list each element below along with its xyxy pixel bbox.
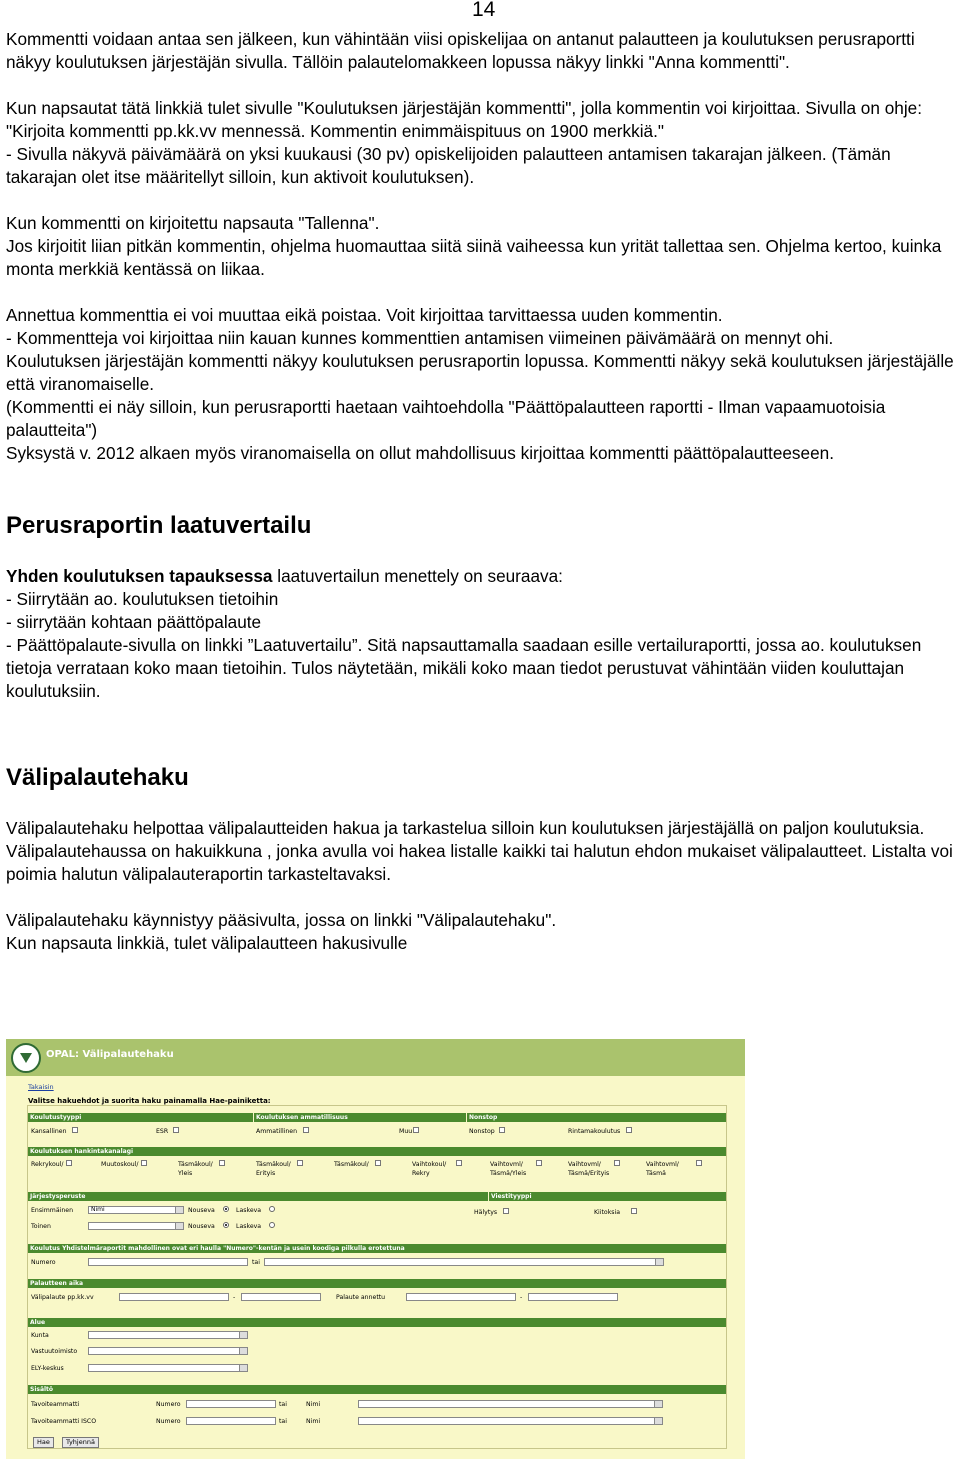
radio-nouseva-1[interactable] xyxy=(223,1206,229,1212)
group-header-sisalto: Sisältö xyxy=(28,1385,726,1394)
input-isco-numero[interactable] xyxy=(186,1417,276,1425)
label-ammatillinen: Ammatillinen xyxy=(256,1128,298,1135)
group-header-nonstop: Nonstop xyxy=(467,1113,726,1122)
select-vastuutoimisto[interactable] xyxy=(88,1347,248,1355)
checkbox-rekry[interactable] xyxy=(66,1160,72,1166)
paragraph: Jos kirjoitit liian pitkän kommentin, ohjelma huomauttaa siitä siinä vaiheessa kun yrität tallettaa sen. Ohjelma kertoo, kuinka monta merkkiä kentässä on liikaa. xyxy=(6,236,942,279)
radio-laskeva-2[interactable] xyxy=(269,1222,275,1228)
label-vaihto-erityis: Vaihtovml/ xyxy=(568,1161,601,1168)
group-header-alue: Alue xyxy=(28,1318,726,1327)
section-heading: Perusraportin laatuvertailu xyxy=(6,512,312,539)
label-palaute-annettu: Palaute annettu xyxy=(336,1294,386,1301)
checkbox-vaihto-tasma[interactable] xyxy=(696,1160,702,1166)
label-vaihto-tasma-b: Täsmä xyxy=(646,1170,666,1177)
label-vaihto-tasma: Vaihtovml/ xyxy=(646,1161,679,1168)
label-esr: ESR xyxy=(156,1128,169,1135)
opal-screenshot xyxy=(6,1039,745,1459)
select-kunta[interactable] xyxy=(88,1331,248,1339)
label-tai: tai xyxy=(252,1259,260,1266)
checkbox-muu[interactable] xyxy=(413,1127,419,1133)
checkbox-vaihto-rekry[interactable] xyxy=(456,1160,462,1166)
label-ely: ELY-keskus xyxy=(31,1365,64,1372)
label-nonstop: Nonstop xyxy=(469,1128,495,1135)
paragraph: Välipalautehaku helpottaa välipalautteiden hakua ja tarkastelua silloin kun koulutuksen järjestäjällä on paljon koulutuksia. Välipalautehaussa on hakuikkuna , jonka avulla voi hakea listalle kaikki tai halutun ehdon mukaiset välipalautteet. Listalta voi poimia halutun välipalauteraportin tarkasteltavaksi. xyxy=(6,818,953,884)
paragraph: Kommentti voidaan antaa sen jälkeen, kun vähintään viisi opiskelijaa on antanut palautteen ja koulutuksen perusraportti näkyy koulutuksen järjestäjän sivulla. Tällöin palautelomakkeen lopussa näkyy linkki "Anna kommentti". xyxy=(6,29,915,72)
opal-title: OPAL: Välipalautehaku xyxy=(46,1049,174,1060)
paragraph: Koulutuksen järjestäjän kommentti näkyy koulutuksen perusraportin lopussa. Kommentti näkyy sekä koulutuksen järjestäjälle että viranomaiselle. xyxy=(6,351,954,394)
paragraph: Syksystä v. 2012 alkaen myös viranomaisella on ollut mahdollisuus kirjoittaa kommentti päättöpalautteeseen. xyxy=(6,443,834,463)
label-rekry: Rekrykoul/ xyxy=(31,1161,64,1168)
paragraph: Välipalautehaku käynnistyy pääsivulta, jossa on linkki "Välipalautehaku". xyxy=(6,910,557,930)
label-tasma-erityis: Täsmäkoul/ xyxy=(256,1161,291,1168)
input-given-start[interactable] xyxy=(406,1293,516,1301)
label-kiitoksia: Kiitoksia xyxy=(594,1209,621,1216)
group-header-koulutustyyppi: Koulutustyyppi xyxy=(28,1113,253,1122)
group-header-ammatillisuus: Koulutuksen ammatillisuus xyxy=(254,1113,466,1122)
section-heading: Välipalautehaku xyxy=(6,764,189,791)
label-valipalaute-pvm: Välipalaute pp.kk.vv xyxy=(31,1294,94,1301)
label-rintamakoulutus: Rintamakoulutus xyxy=(568,1128,621,1135)
group-header-aika: Palautteen aika xyxy=(28,1279,726,1288)
label-nimi-isco: Nimi xyxy=(306,1418,321,1425)
checkbox-rintamakoulutus[interactable] xyxy=(626,1127,632,1133)
label-tai-isco: tai xyxy=(279,1418,287,1425)
checkbox-muutos[interactable] xyxy=(141,1160,147,1166)
checkbox-tasma[interactable] xyxy=(375,1160,381,1166)
label-muu: Muu xyxy=(399,1128,413,1135)
label-ensimmainen: Ensimmäinen xyxy=(31,1207,73,1214)
search-form-frame xyxy=(27,1105,727,1449)
label-vaihto-rekry: Vaihtokoul/ xyxy=(412,1161,447,1168)
label-muutos: Muutoskoul/ xyxy=(101,1161,139,1168)
label-vastuutoimisto: Vastuutoimisto xyxy=(31,1348,78,1355)
input-ammatti-numero[interactable] xyxy=(186,1400,276,1408)
label-nimi-ammatti: Nimi xyxy=(306,1401,321,1408)
label-tavoiteammatti: Tavoiteammatti xyxy=(31,1401,80,1408)
label-numero-isco: Numero xyxy=(156,1418,181,1425)
label-numero: Numero xyxy=(31,1259,56,1266)
label-vaihto-yleis: Vaihtovml/ xyxy=(490,1161,523,1168)
select-ely[interactable] xyxy=(88,1364,248,1372)
paragraph: Annettua kommenttia ei voi muuttaa eikä poistaa. Voit kirjoittaa tarvittaessa uuden kommentin. xyxy=(6,305,723,325)
group-header-jarjestys: Järjestysperuste xyxy=(28,1192,488,1201)
page-number: 14 xyxy=(472,0,496,21)
paragraph: Kun napsauta linkkiä, tulet välipalautteen hakusivulle xyxy=(6,933,408,953)
paragraph xyxy=(6,565,958,588)
back-link[interactable]: Takaisin xyxy=(28,1083,54,1091)
group-header-hankintatapa: Koulutuksen hankintakanalagi xyxy=(28,1147,726,1156)
checkbox-halytys[interactable] xyxy=(503,1208,509,1214)
list-item: - Siirrytään ao. koulutuksen tietoihin xyxy=(6,589,279,609)
label-laskeva-1: Laskeva xyxy=(236,1207,262,1214)
label-kansallinen: Kansallinen xyxy=(31,1128,67,1135)
label-vaihto-yleis-b: Täsmä/Yleis xyxy=(490,1170,527,1177)
label-vaihto-erityis-b: Täsmä/Erityis xyxy=(568,1170,610,1177)
text-span: laatuvertailun menettely on seuraava: xyxy=(272,566,563,586)
label-laskeva-2: Laskeva xyxy=(236,1223,262,1230)
select-ammatti[interactable] xyxy=(358,1400,663,1408)
opal-logo-icon xyxy=(11,1043,41,1073)
bold-text: Yhden koulutuksen tapauksessa xyxy=(6,566,273,586)
label-kunta: Kunta xyxy=(31,1332,49,1339)
label-dash-2: - xyxy=(520,1294,523,1301)
label-tasma: Täsmäkoul/ xyxy=(334,1161,369,1168)
checkbox-kiitoksia[interactable] xyxy=(631,1208,637,1214)
list-item: - Päättöpalaute-sivulla on linkki ”Laatuvertailu”. Sitä napsauttamalla saadaan esille vertailuraportti, jossa ao. koulutuksen tietoja verrataan koko maan tietoihin. Tulos näytetään, mikäli koko maan tiedot perustuvat vähintään viiden kouluttajan koulutuksiin. xyxy=(6,635,922,701)
checkbox-vaihto-erityis[interactable] xyxy=(614,1160,620,1166)
list-item: - siirrytään kohtaan päättöpalaute xyxy=(6,612,262,632)
label-nouseva-1: Nouseva xyxy=(188,1207,215,1214)
label-numero-ammatti: Numero xyxy=(156,1401,181,1408)
checkbox-nonstop[interactable] xyxy=(499,1127,505,1133)
radio-nouseva-2[interactable] xyxy=(223,1222,229,1228)
checkbox-tasma-yleis[interactable] xyxy=(219,1160,225,1166)
document-body xyxy=(6,28,958,955)
paragraph: - Kommentteja voi kirjoittaa niin kauan kunnes kommenttien antamisen viimeinen päivämäärä on mennyt ohi. xyxy=(6,328,834,348)
label-tasma-yleis: Täsmäkoul/ xyxy=(178,1161,213,1168)
label-tasma-yleis-b: Yleis xyxy=(178,1170,193,1177)
paragraph: Kun napsautat tätä linkkiä tulet sivulle "Koulutuksen järjestäjän kommentti", jolla kommentin voi kirjoittaa. Sivulla on ohje: "Kirjoita kommentti pp.kk.vv mennessä. Kommentin enimmäispituus on 1900 merkkiä." xyxy=(6,98,922,141)
label-dash-1: - xyxy=(233,1294,236,1301)
label-nouseva-2: Nouseva xyxy=(188,1223,215,1230)
select-toinen[interactable] xyxy=(88,1222,184,1230)
label-vaihto-rekry-b: Rekry xyxy=(412,1170,430,1177)
select-koulutus[interactable] xyxy=(264,1258,664,1266)
group-header-koulutus: Koulutus Yhdistelmäraportit mahdollinen ovat eri haulla "Numero"-kentän ja usein koodiga pilkulla erotettuna xyxy=(28,1244,726,1253)
label-tai-ammatti: tai xyxy=(279,1401,287,1408)
label-toinen: Toinen xyxy=(31,1223,51,1230)
radio-laskeva-1[interactable] xyxy=(269,1206,275,1212)
paragraph: - Sivulla näkyvä päivämäärä on yksi kuukausi (30 pv) opiskelijoiden palautteen antamisen takarajan jälkeen. (Tämän takarajan olet itse määritellyt silloin, kun aktivoit koulutuksen). xyxy=(6,144,891,187)
input-date-start[interactable] xyxy=(119,1293,229,1301)
select-isco[interactable] xyxy=(358,1417,663,1425)
label-tavoiteammatti-isco: Tavoiteammatti ISCO xyxy=(31,1418,97,1425)
input-koulutus-numero[interactable] xyxy=(88,1258,248,1266)
input-given-end[interactable] xyxy=(528,1293,618,1301)
group-header-viestityyppi: Viestityyppi xyxy=(489,1192,726,1201)
checkbox-kansallinen[interactable] xyxy=(72,1127,78,1133)
select-ensimmainen[interactable]: Nimi xyxy=(88,1206,184,1214)
label-tasma-erityis-b: Erityis xyxy=(256,1170,276,1177)
search-instruction: Valitse hakuehdot ja suorita haku painamalla Hae-painiketta: xyxy=(28,1097,271,1105)
checkbox-esr[interactable] xyxy=(173,1127,179,1133)
clear-button[interactable]: Tyhjennä xyxy=(62,1437,99,1448)
checkbox-ammatillinen[interactable] xyxy=(303,1127,309,1133)
search-button[interactable]: Hae xyxy=(33,1437,54,1448)
paragraph: (Kommentti ei näy silloin, kun perusraportti haetaan vaihtoehdolla "Päättöpalautteen raportti - Ilman vapaamuotoisia palautteita") xyxy=(6,397,886,440)
paragraph: Kun kommentti on kirjoitettu napsauta "Tallenna". xyxy=(6,213,380,233)
checkbox-vaihto-yleis[interactable] xyxy=(536,1160,542,1166)
checkbox-tasma-erityis[interactable] xyxy=(297,1160,303,1166)
opal-header xyxy=(6,1039,745,1076)
label-halytys: Hälytys xyxy=(474,1209,498,1216)
input-date-end[interactable] xyxy=(241,1293,321,1301)
